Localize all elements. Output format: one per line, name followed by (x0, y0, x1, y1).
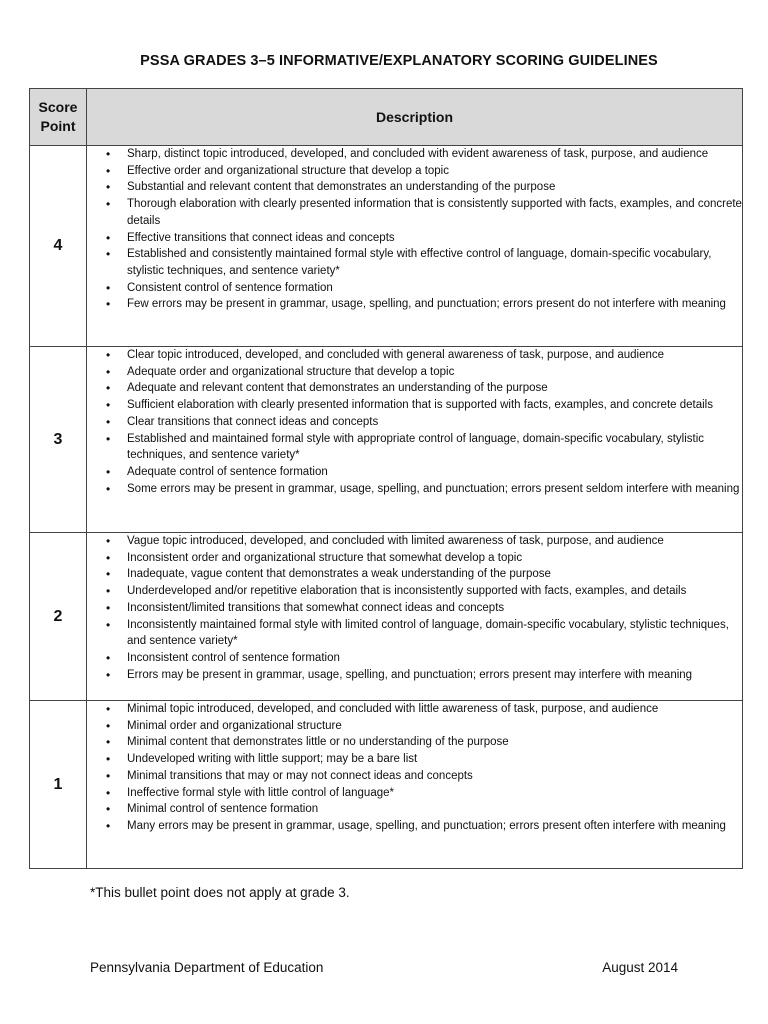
bullet-list (87, 347, 742, 497)
list-item: • Underdeveloped and/or repetitive elaboration that is inconsistently supported with facts, examples, and details (127, 583, 742, 600)
list-item: • Minimal transitions that may or may not connect ideas and concepts (127, 768, 742, 785)
score-cell: 2 (30, 533, 87, 701)
list-item: • Undeveloped writing with little support; may be a bare list (127, 751, 742, 768)
score-cell: 3 (30, 347, 87, 533)
list-item: • Inconsistent order and organizational structure that somewhat develop a topic (127, 550, 742, 567)
list-item: • Sharp, distinct topic introduced, developed, and concluded with evident awareness of task, purpose, and audience (127, 146, 742, 163)
list-item: • Established and maintained formal style with appropriate control of language, domain-specific vocabulary, stylistic techniques, and sentence variety* (127, 431, 742, 464)
list-item: • Minimal order and organizational structure (127, 718, 742, 735)
list-item: • Clear topic introduced, developed, and concluded with general awareness of task, purpose, and audience (127, 347, 742, 364)
table-header-row (30, 89, 743, 146)
description-cell (87, 146, 743, 347)
footnote: *This bullet point does not apply at grade 3. (90, 885, 350, 900)
list-item: • Adequate control of sentence formation (127, 464, 742, 481)
list-item: • Adequate and relevant content that demonstrates an understanding of the purpose (127, 380, 742, 397)
list-item: • Effective transitions that connect ideas and concepts (127, 230, 742, 247)
description-cell (87, 701, 743, 869)
list-item: • Errors may be present in grammar, usage, spelling, and punctuation; errors present may interfere with meaning (127, 667, 742, 684)
list-item: • Minimal content that demonstrates little or no understanding of the purpose (127, 734, 742, 751)
footer-organization: Pennsylvania Department of Education (90, 960, 324, 975)
list-item: • Minimal topic introduced, developed, and concluded with little awareness of task, purpose, and audience (127, 701, 742, 718)
list-item: • Consistent control of sentence formation (127, 280, 742, 297)
list-item: • Clear transitions that connect ideas and concepts (127, 414, 742, 431)
list-item: • Vague topic introduced, developed, and concluded with limited awareness of task, purpose, and audience (127, 533, 742, 550)
list-item: • Inconsistent control of sentence formation (127, 650, 742, 667)
list-item: • Some errors may be present in grammar, usage, spelling, and punctuation; errors present seldom interfere with meaning (127, 481, 742, 498)
bullet-list (87, 146, 742, 313)
list-item: • Adequate order and organizational structure that develop a topic (127, 364, 742, 381)
list-item: • Sufficient elaboration with clearly presented information that is supported with facts, examples, and concrete details (127, 397, 742, 414)
list-item: • Inconsistent/limited transitions that somewhat connect ideas and concepts (127, 600, 742, 617)
table-row (30, 533, 743, 701)
scoring-guidelines-table (29, 88, 743, 869)
list-item: • Thorough elaboration with clearly presented information that is consistently supported with facts, examples, and concrete details (127, 196, 742, 229)
list-item: • Established and consistently maintained formal style with effective control of language, domain-specific vocabulary, stylistic techniques, and sentence variety* (127, 246, 742, 279)
list-item: • Minimal control of sentence formation (127, 801, 742, 818)
footer-date: August 2014 (602, 960, 678, 975)
description-cell (87, 347, 743, 533)
score-header-line2: Point (40, 118, 76, 134)
table-row (30, 146, 743, 347)
table-row (30, 701, 743, 869)
description-header: Description (87, 89, 743, 146)
list-item: • Inconsistently maintained formal style with limited control of language, domain-specific vocabulary, stylistic techniques, and sentence variety* (127, 617, 742, 650)
bullet-list (87, 533, 742, 683)
list-item: • Many errors may be present in grammar, usage, spelling, and punctuation; errors present often interfere with meaning (127, 818, 742, 835)
description-cell (87, 533, 743, 701)
table-row (30, 347, 743, 533)
score-cell: 1 (30, 701, 87, 869)
bullet-list (87, 701, 742, 835)
score-point-header (30, 89, 87, 146)
list-item: • Effective order and organizational structure that develop a topic (127, 163, 742, 180)
list-item: • Substantial and relevant content that demonstrates an understanding of the purpose (127, 179, 742, 196)
list-item: • Few errors may be present in grammar, usage, spelling, and punctuation; errors present do not interfere with meaning (127, 296, 742, 313)
list-item: • Ineffective formal style with little control of language* (127, 785, 742, 802)
score-cell: 4 (30, 146, 87, 347)
page-title: PSSA GRADES 3–5 INFORMATIVE/EXPLANATORY SCORING GUIDELINES (140, 53, 658, 69)
score-header-line1: Score (38, 99, 78, 115)
list-item: • Inadequate, vague content that demonstrates a weak understanding of the purpose (127, 566, 742, 583)
